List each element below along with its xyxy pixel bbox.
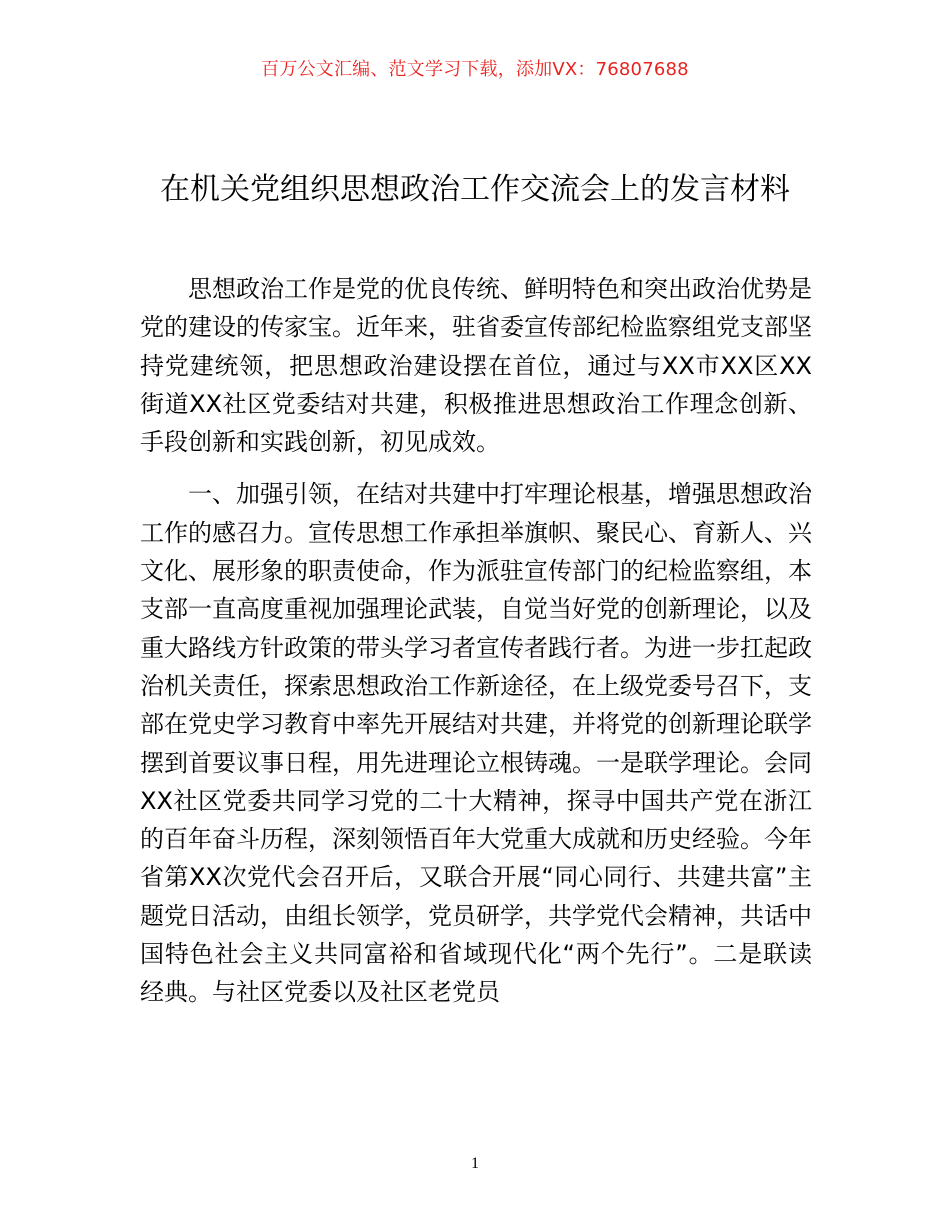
header-watermark-note: 百万公文汇编、范文学习下载，添加VX：76807688 xyxy=(261,59,689,80)
paragraph-intro: 思想政治工作是党的优良传统、鲜明特色和突出政治优势是党的建设的传家宝。近年来，驻省委宣传部纪检监察组党支部坚持党建统领，把思想政治建设摆在首位，通过与XX市XX区XX街道XX社区党委结对共建，积极推进思想政治工作理念创新、手段创新和实践创新，初见成效。 xyxy=(140,275,812,457)
paragraph-section-one: 一、加强引领，在结对共建中打牢理论根基，增强思想政治工作的感召力。宣传思想工作承担举旗帜、聚民心、育新人、兴文化、展形象的职责使命，作为派驻宣传部门的纪检监察组，本支部一直高度重视加强理论武装，自觉当好党的创新理论，以及重大路线方针政策的带头学习者宣传者践行者。为进一步扛起政治机关责任，探索思想政治工作新途径，在上级党委号召下，支部在党史学习教育中率先开展结对共建，并将党的创新理论联学摆到首要议事日程，用先进理论立根铸魂。一是联学理论。会同XX社区党委共同学习党的二十大精神，探寻中国共产党在浙江的百年奋斗历程，深刻领悟百年大党重大成就和历史经验。今年省第XX次党代会召开后，又联合开展“同心同行、共建共富”主题党日活动，由组长领学，党员研学，共学党代会精神，共话中国特色社会主义共同富裕和省域现代化“两个先行”。二是联读经典。与社区党委以及社区老党员 xyxy=(140,480,812,1007)
document-body xyxy=(140,270,812,1012)
page-number: 1 xyxy=(471,1155,479,1172)
document-title: 在机关党组织思想政治工作交流会上的发言材料 xyxy=(160,172,790,207)
